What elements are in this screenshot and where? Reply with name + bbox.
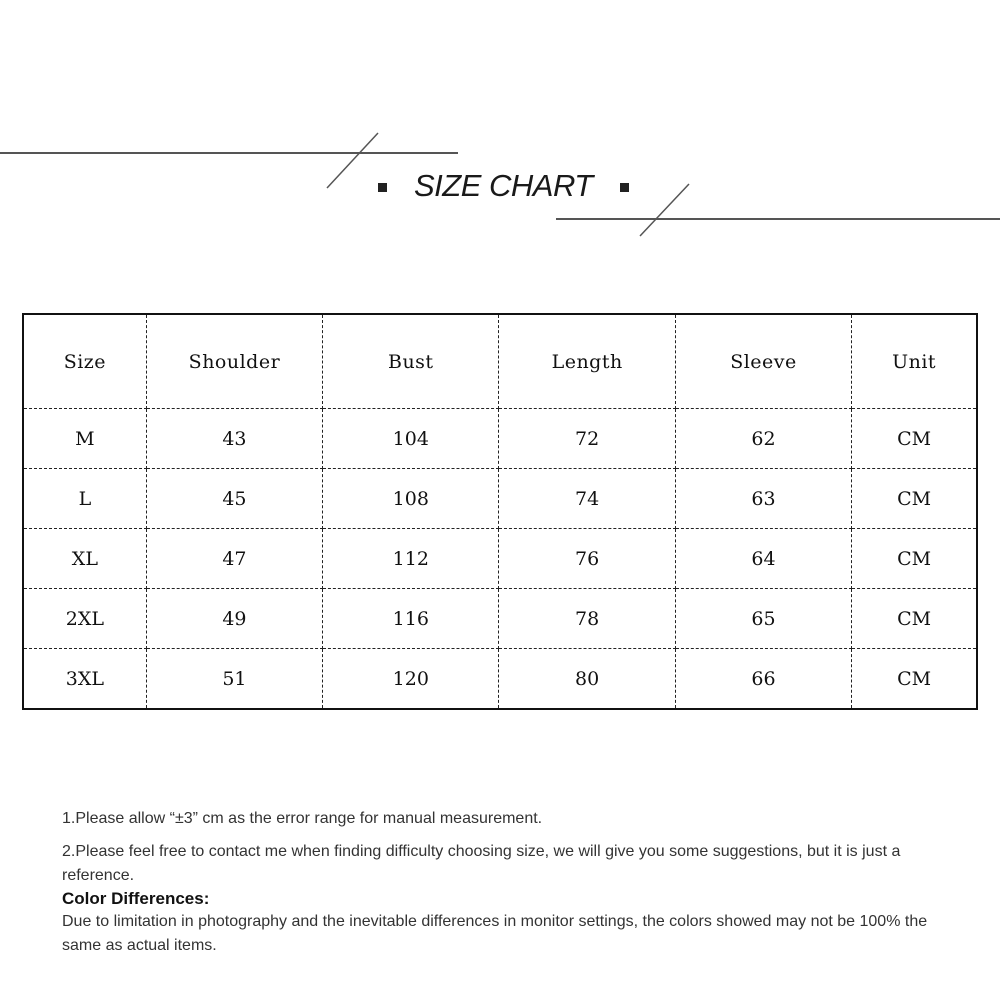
table-row bbox=[23, 529, 977, 589]
cell-shoulder: 51 bbox=[146, 649, 322, 710]
table-row bbox=[23, 649, 977, 710]
cell-length: 76 bbox=[499, 529, 675, 589]
title-block bbox=[372, 168, 640, 212]
color-differences-heading: Color Differences: bbox=[62, 889, 210, 908]
notes-section bbox=[62, 807, 942, 958]
cell-size: 2XL bbox=[23, 589, 146, 649]
cell-shoulder: 47 bbox=[146, 529, 322, 589]
cell-unit: CM bbox=[852, 409, 977, 469]
table-row bbox=[23, 589, 977, 649]
cell-sleeve: 66 bbox=[675, 649, 851, 710]
cell-bust: 116 bbox=[323, 589, 499, 649]
cell-size: 3XL bbox=[23, 649, 146, 710]
note-contact: 2.Please feel free to contact me when finding difficulty choosing size, we will give you some suggestions, but it is just a reference. bbox=[62, 843, 901, 884]
table-row bbox=[23, 409, 977, 469]
table-header-row bbox=[23, 314, 977, 409]
cell-sleeve: 62 bbox=[675, 409, 851, 469]
cell-bust: 108 bbox=[323, 469, 499, 529]
cell-bust: 112 bbox=[323, 529, 499, 589]
header-length: Length bbox=[499, 314, 675, 409]
title-decoration bbox=[0, 0, 1000, 260]
cell-bust: 104 bbox=[323, 409, 499, 469]
cell-size: XL bbox=[23, 529, 146, 589]
decor-slash-right bbox=[640, 184, 689, 236]
size-table bbox=[22, 313, 978, 710]
cell-size: L bbox=[23, 469, 146, 529]
header-sleeve: Sleeve bbox=[675, 314, 851, 409]
cell-shoulder: 43 bbox=[146, 409, 322, 469]
cell-length: 80 bbox=[499, 649, 675, 710]
header-shoulder: Shoulder bbox=[146, 314, 322, 409]
cell-shoulder: 45 bbox=[146, 469, 322, 529]
header-bust: Bust bbox=[323, 314, 499, 409]
cell-size: M bbox=[23, 409, 146, 469]
table-row bbox=[23, 469, 977, 529]
decor-slash-left bbox=[327, 133, 378, 188]
color-differences-text: Due to limitation in photography and the inevitable differences in monitor settings, the colors showed may not be 100% the same as actual items. bbox=[62, 913, 928, 954]
cell-unit: CM bbox=[852, 589, 977, 649]
square-bullet-icon bbox=[620, 183, 629, 192]
page-title: SIZE CHART bbox=[414, 168, 593, 203]
header-size: Size bbox=[23, 314, 146, 409]
cell-shoulder: 49 bbox=[146, 589, 322, 649]
note-measurement-error: 1.Please allow “±3” cm as the error range for manual measurement. bbox=[62, 810, 543, 827]
cell-length: 74 bbox=[499, 469, 675, 529]
cell-unit: CM bbox=[852, 469, 977, 529]
cell-length: 78 bbox=[499, 589, 675, 649]
cell-unit: CM bbox=[852, 649, 977, 710]
cell-sleeve: 63 bbox=[675, 469, 851, 529]
cell-bust: 120 bbox=[323, 649, 499, 710]
cell-sleeve: 64 bbox=[675, 529, 851, 589]
header-unit: Unit bbox=[852, 314, 977, 409]
cell-sleeve: 65 bbox=[675, 589, 851, 649]
cell-length: 72 bbox=[499, 409, 675, 469]
square-bullet-icon bbox=[378, 183, 387, 192]
cell-unit: CM bbox=[852, 529, 977, 589]
